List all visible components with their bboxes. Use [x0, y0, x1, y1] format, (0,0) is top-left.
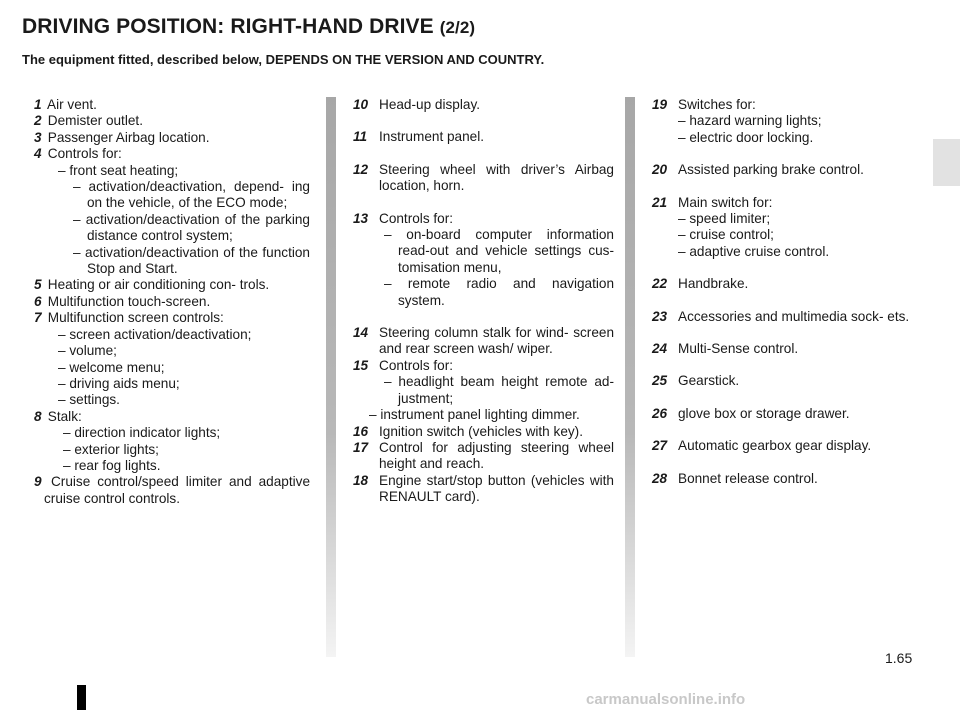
legend-item [652, 309, 916, 325]
legend-item [652, 471, 916, 487]
item-number: 23 [652, 308, 668, 324]
sub-item: – activation/deactivation, depend- ing on the vehicle, of the ECO mode; [73, 179, 310, 211]
watermark: carmanualsonline.info [586, 691, 746, 708]
item-number: 9 [34, 474, 42, 490]
page-number: 1.65 [885, 650, 913, 666]
legend-item [652, 97, 916, 113]
item-number: 26 [652, 405, 668, 421]
item-text: Cruise control/speed limiter and adaptive cruise control controls. [44, 474, 311, 506]
legend-column-2 [353, 97, 614, 506]
legend-item [34, 294, 310, 310]
legend-item [34, 277, 310, 293]
item-text: Ignition switch (vehicles with key). [379, 423, 583, 439]
item-text: Multifunction touch-screen. [47, 293, 211, 309]
legend-item [34, 113, 310, 129]
legend-item [34, 310, 310, 326]
legend-item [353, 325, 614, 358]
item-text: Engine start/stop button (vehicles with RENAULT card). [379, 472, 614, 505]
sub-item: – cruise control; [678, 227, 774, 243]
legend-item [34, 409, 310, 425]
legend-item [652, 162, 916, 178]
section-tab [933, 139, 960, 186]
legend-column-1 [34, 97, 310, 507]
sub-item: – electric door locking. [678, 129, 814, 145]
item-text: Assisted parking brake control. [678, 162, 864, 178]
page-title-part: (2/2) [439, 18, 476, 37]
legend-item [353, 424, 614, 440]
page-title-text: DRIVING POSITION: RIGHT-HAND DRIVE [22, 15, 434, 38]
legend-item [34, 474, 310, 507]
sub-item: – settings. [58, 392, 120, 408]
item-text: glove box or storage drawer. [678, 405, 850, 421]
item-text: Instrument panel. [379, 129, 485, 145]
sub-item: – on-board computer information read-out and vehicle settings cus- tomisation menu, [384, 227, 614, 275]
sub-item: – driving aids menu; [58, 375, 180, 391]
item-number: 24 [652, 341, 668, 357]
legend-item [652, 438, 916, 454]
item-text: Multifunction screen controls: [47, 310, 224, 326]
item-number: 1 [34, 97, 42, 112]
item-text: Bonnet release control. [678, 470, 818, 486]
item-number: 21 [652, 194, 668, 210]
legend-item [652, 373, 916, 389]
item-text: Heating or air conditioning con- trols. [47, 277, 270, 293]
sub-item: – headlight beam height remote ad- justment; [384, 374, 614, 406]
item-number: 19 [652, 97, 668, 112]
item-text: Steering wheel with driver’s Airbag location, horn. [379, 161, 614, 194]
item-text: Handbrake. [678, 276, 749, 292]
sub-item: – direction indicator lights; [63, 425, 221, 441]
legend-column-3 [652, 97, 916, 487]
item-text: Demister outlet. [47, 113, 143, 129]
item-text: Head-up display. [379, 97, 481, 112]
legend-item [353, 211, 614, 227]
item-text: Gearstick. [678, 373, 740, 389]
item-text: Air vent. [47, 97, 97, 112]
item-text: Multi-Sense control. [678, 341, 799, 357]
item-text: Stalk: [47, 408, 82, 424]
page-subtitle: The equipment fitted, described below, DEPENDS ON THE VERSION AND COUNTRY. [22, 52, 545, 67]
item-number: 18 [353, 472, 369, 488]
sub-item: – exterior lights; [63, 441, 159, 457]
legend-item [34, 97, 310, 113]
legend-item [353, 97, 614, 113]
legend-item [353, 129, 614, 145]
legend-item [34, 146, 310, 162]
legend-item [652, 406, 916, 422]
item-number: 25 [652, 373, 668, 389]
sub-item: – activation/deactivation of the parking distance control system; [73, 211, 310, 244]
legend-item [353, 162, 614, 195]
item-number: 10 [353, 97, 369, 112]
item-number: 28 [652, 470, 668, 486]
column-divider [625, 97, 635, 657]
item-text: Switches for: [678, 97, 756, 112]
item-number: 6 [34, 293, 42, 309]
item-number: 13 [353, 210, 369, 226]
sub-item: – rear fog lights. [63, 457, 161, 473]
item-text: Controls for: [379, 210, 454, 226]
sub-item: – activation/deactivation of the function Stop and Start. [73, 244, 310, 277]
item-text: Automatic gearbox gear display. [678, 438, 872, 454]
item-text: Controls for: [47, 146, 122, 162]
item-number: 17 [353, 439, 369, 455]
sub-item: – welcome menu; [58, 359, 165, 375]
legend-item [652, 195, 916, 211]
legend-item [34, 130, 310, 146]
item-number: 5 [34, 277, 42, 293]
item-text: Passenger Airbag location. [47, 129, 210, 145]
item-number: 14 [353, 325, 369, 341]
legend-item [353, 473, 614, 506]
item-text: Controls for: [379, 357, 454, 373]
sub-item: – remote radio and navigation system. [384, 276, 614, 308]
sub-item: – front seat heating; [58, 162, 179, 178]
sub-item: – hazard warning lights; [678, 113, 822, 129]
item-text: Accessories and multimedia sock- ets. [678, 308, 910, 324]
item-text: Main switch for: [678, 194, 773, 210]
item-number: 20 [652, 162, 668, 178]
sub-item: – volume; [58, 343, 117, 359]
item-number: 27 [652, 438, 668, 454]
legend-item [353, 440, 614, 473]
item-number: 16 [353, 423, 369, 439]
legend-item [652, 341, 916, 357]
sub-item: – screen activation/deactivation; [58, 326, 252, 342]
legend-item [353, 358, 614, 374]
page-title [22, 15, 475, 39]
item-text: Steering column stalk for wind- screen and rear screen wash/ wiper. [379, 325, 614, 357]
item-number: 12 [353, 161, 369, 177]
item-number: 11 [353, 129, 368, 145]
legend-item [652, 276, 916, 292]
item-text: Control for adjusting steering wheel height and reach. [379, 439, 614, 472]
item-number: 4 [34, 146, 42, 162]
item-number: 3 [34, 129, 42, 145]
item-number: 15 [353, 357, 369, 373]
sub-item: – speed limiter; [678, 211, 771, 227]
column-divider [326, 97, 336, 657]
item-number: 8 [34, 408, 42, 424]
sub-item: – instrument panel lighting dimmer. [369, 407, 580, 423]
item-number: 22 [652, 276, 668, 292]
item-number: 2 [34, 113, 42, 129]
corner-mark [77, 685, 86, 710]
item-number: 7 [34, 310, 42, 326]
sub-item: – adaptive cruise control. [678, 243, 830, 259]
